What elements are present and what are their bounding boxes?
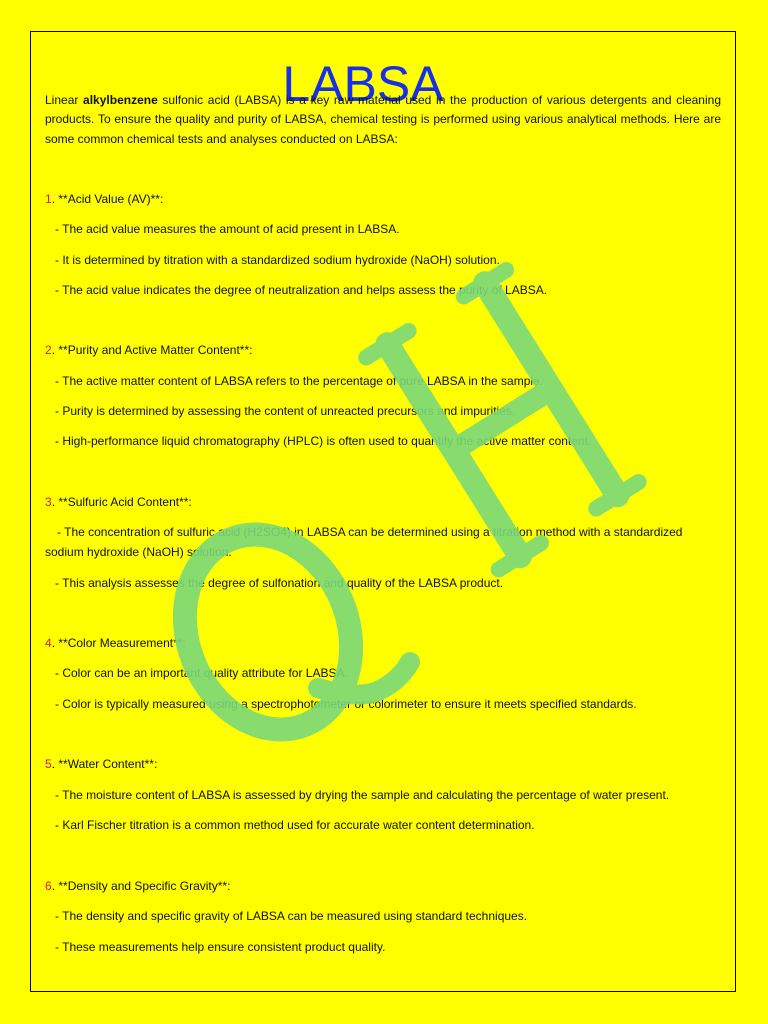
section-number: 3 bbox=[45, 495, 52, 509]
section-title: . **Sulfuric Acid Content**: bbox=[51, 495, 192, 509]
section-item: - The density and specific gravity of LABSA can be measured using standard techniques. bbox=[55, 909, 528, 923]
section-item: - Color is typically measured using a spectrophotometer or colorimeter to ensure it meets specified standards. bbox=[55, 697, 637, 711]
intro-text-rest: sulfonic acid (LABSA) is a key raw material used in the production of various detergents and cleaning products. To ensure the quality and purity of LABSA, chemical testing is performed using various analytical methods. Here are some common chemical tests and analyses conducted on LABSA: bbox=[45, 93, 721, 146]
section-item: - The active matter content of LABSA refers to the percentage of pure LABSA in the sample. bbox=[55, 374, 544, 388]
section-item: - High-performance liquid chromatography (HPLC) is often used to quantify the active matter content. bbox=[55, 434, 592, 448]
section-item: - Color can be an important quality attribute for LABSA. bbox=[55, 666, 348, 680]
section-title: . **Purity and Active Matter Content**: bbox=[51, 343, 253, 357]
section-heading bbox=[45, 757, 725, 772]
section-item: - The moisture content of LABSA is assessed by drying the sample and calculating the percentage of water present. bbox=[55, 788, 670, 802]
section-number: 4 bbox=[45, 636, 52, 650]
section-heading bbox=[45, 343, 725, 358]
section-heading bbox=[45, 636, 725, 651]
section-title: . **Water Content**: bbox=[51, 757, 158, 771]
section-number: 5 bbox=[45, 757, 52, 771]
section-item: - Karl Fischer titration is a common method used for accurate water content determination. bbox=[55, 818, 535, 832]
intro-paragraph bbox=[45, 91, 721, 149]
section-item: - This analysis assesses the degree of sulfonation and quality of the LABSA product. bbox=[55, 576, 504, 590]
section-item: - Purity is determined by assessing the content of unreacted precursors and impurities. bbox=[55, 404, 516, 418]
section-title: . **Density and Specific Gravity**: bbox=[51, 879, 231, 893]
section-item: - The acid value measures the amount of acid present in LABSA. bbox=[55, 222, 400, 236]
section-number: 1 bbox=[45, 192, 52, 206]
page-frame bbox=[30, 31, 736, 992]
section-heading bbox=[45, 495, 725, 510]
section-title: . **Acid Value (AV)**: bbox=[51, 192, 164, 206]
section-heading bbox=[45, 879, 725, 894]
section-title: . **Color Measurement**: bbox=[51, 636, 186, 650]
page-title: LABSA bbox=[282, 56, 444, 112]
section-item: - These measurements help ensure consistent product quality. bbox=[55, 940, 386, 954]
section-item: - It is determined by titration with a standardized sodium hydroxide (NaOH) solution. bbox=[55, 253, 500, 267]
section-item: - The concentration of sulfuric acid (H2SO4) in LABSA can be determined using a titration method with a standardized sodium hydroxide (NaOH) solution. bbox=[45, 525, 683, 559]
intro-text-start: Linear bbox=[45, 93, 84, 107]
section-number: 6 bbox=[45, 879, 52, 893]
section-item: - The acid value indicates the degree of neutralization and helps assess the purity of LABSA. bbox=[55, 283, 548, 297]
section-number: 2 bbox=[45, 343, 52, 357]
section-heading bbox=[45, 192, 725, 207]
intro-bold-term: alkylbenzene bbox=[83, 93, 158, 107]
